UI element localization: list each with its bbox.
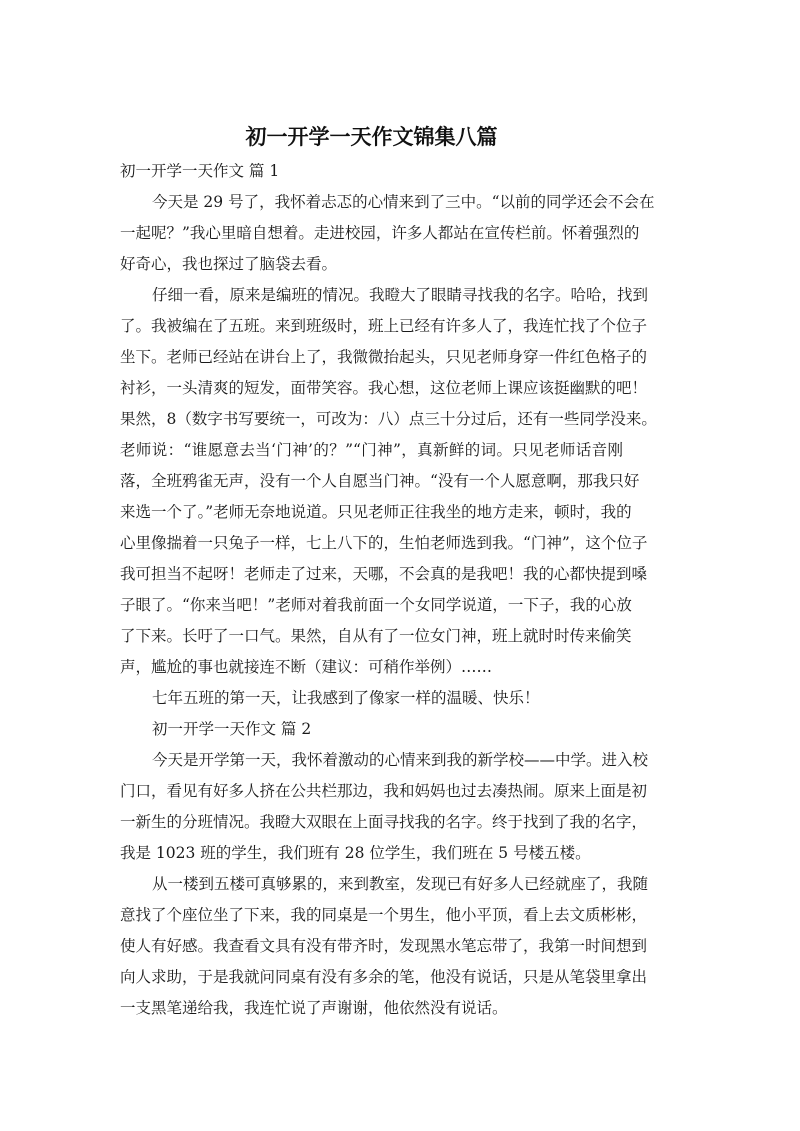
- text-line: 一支黑笔递给我，我连忙说了声谢谢，他依然没有说话。: [120, 999, 508, 1017]
- text-line: 来选一个了。”老师无奈地说道。只见老师正往我坐的地方走来，顿时，我的: [120, 503, 632, 521]
- paragraph: [120, 869, 649, 1024]
- paragraph: [120, 683, 623, 714]
- text-line: 门口，看见有好多人挤在公共栏那边，我和妈妈也过去凑热闹。原来上面是初: [120, 782, 648, 800]
- document-title: 初一开学一天作文锦集八篇: [245, 125, 498, 149]
- text-line: 意找了个座位坐了下来，我的同桌是一个男生，他小平顶，看上去文质彬彬，: [120, 906, 648, 924]
- text-line: 我可担当不起呀！老师走了过来，天哪，不会真的是我吧！我的心都快提到嗓: [120, 565, 648, 583]
- text-line: 了下来。长吁了一口气。果然，自从有了一位女门神，班上就时时传来偷笑: [120, 627, 632, 645]
- text-line: 仔细一看，原来是编班的情况。我瞪大了眼睛寻找我的名字。哈哈，找到: [152, 286, 649, 304]
- section-heading: [120, 714, 623, 745]
- text-line: 今天是 29 号了，我怀着忐忑的心情来到了三中。“以前的同学还会不会在: [152, 193, 655, 211]
- text-line: 子眼了。“你来当吧！”老师对着我前面一个女同学说道，一下子，我的心放: [120, 596, 632, 614]
- text-line: 坐下。老师已经站在讲台上了，我微微抬起头，只见老师身穿一件红色格子的: [120, 348, 648, 366]
- text-line: 衬衫，一头清爽的短发，面带笑容。我心想，这位老师上课应该挺幽默的吧！: [120, 379, 648, 397]
- text-line: 今天是开学第一天，我怀着激动的心情来到我的新学校——中学。进入校: [152, 751, 649, 769]
- section-heading: [120, 156, 623, 187]
- text-line: 从一楼到五楼可真够累的，来到教室，发现已有好多人已经就座了，我随: [152, 875, 649, 893]
- text-line: 好奇心，我也探过了脑袋去看。: [120, 255, 338, 273]
- text-line: 一新生的分班情况。我瞪大双眼在上面寻找我的名字。终于找到了我的名字，: [120, 813, 648, 831]
- text-line: 老师说：“谁愿意去当‘门神’的？”“门神”，真新鲜的词。只见老师话音刚: [120, 441, 623, 459]
- paragraph: [120, 745, 649, 869]
- heading-text: 初一开学一天作文 篇 2: [152, 720, 312, 738]
- text-line: 果然，8（数字书写要统一，可改为：八）点三十分过后，还有一些同学没来。: [120, 410, 657, 428]
- text-line: 使人有好感。我查看文具有没有带齐时，发现黑水笔忘带了，我第一时间想到: [120, 937, 648, 955]
- text-line: 一起呢？”我心里暗自想着。走进校园，许多人都站在宣传栏前。怀着强烈的: [120, 224, 640, 242]
- text-line: 向人求助，于是我就问同桌有没有多余的笔，他没有说话，只是从笔袋里拿出: [120, 968, 648, 986]
- text-line: 落，全班鸦雀无声，没有一个人自愿当门神。“没有一个人愿意啊，那我只好: [120, 472, 640, 490]
- heading-text: 初一开学一天作文 篇 1: [120, 162, 280, 180]
- text-line: 心里像揣着一只兔子一样，七上八下的，生怕老师选到我。“门神”，这个位子: [120, 534, 648, 552]
- text-line: 我是 1023 班的学生，我们班有 28 位学生，我们班在 5 号楼五楼。: [120, 844, 591, 862]
- text-line: 声，尴尬的事也就接连不断（建议：可稍作举例）……: [120, 658, 493, 676]
- text-line: 了。我被编在了五班。来到班级时，班上已经有许多人了，我连忙找了个位子: [120, 317, 648, 335]
- document-page: [120, 119, 657, 1024]
- text-line: 七年五班的第一天，让我感到了像家一样的温暖、快乐！: [152, 689, 540, 707]
- paragraph: [120, 187, 655, 280]
- paragraph: [120, 280, 657, 683]
- document-body: [120, 156, 657, 1024]
